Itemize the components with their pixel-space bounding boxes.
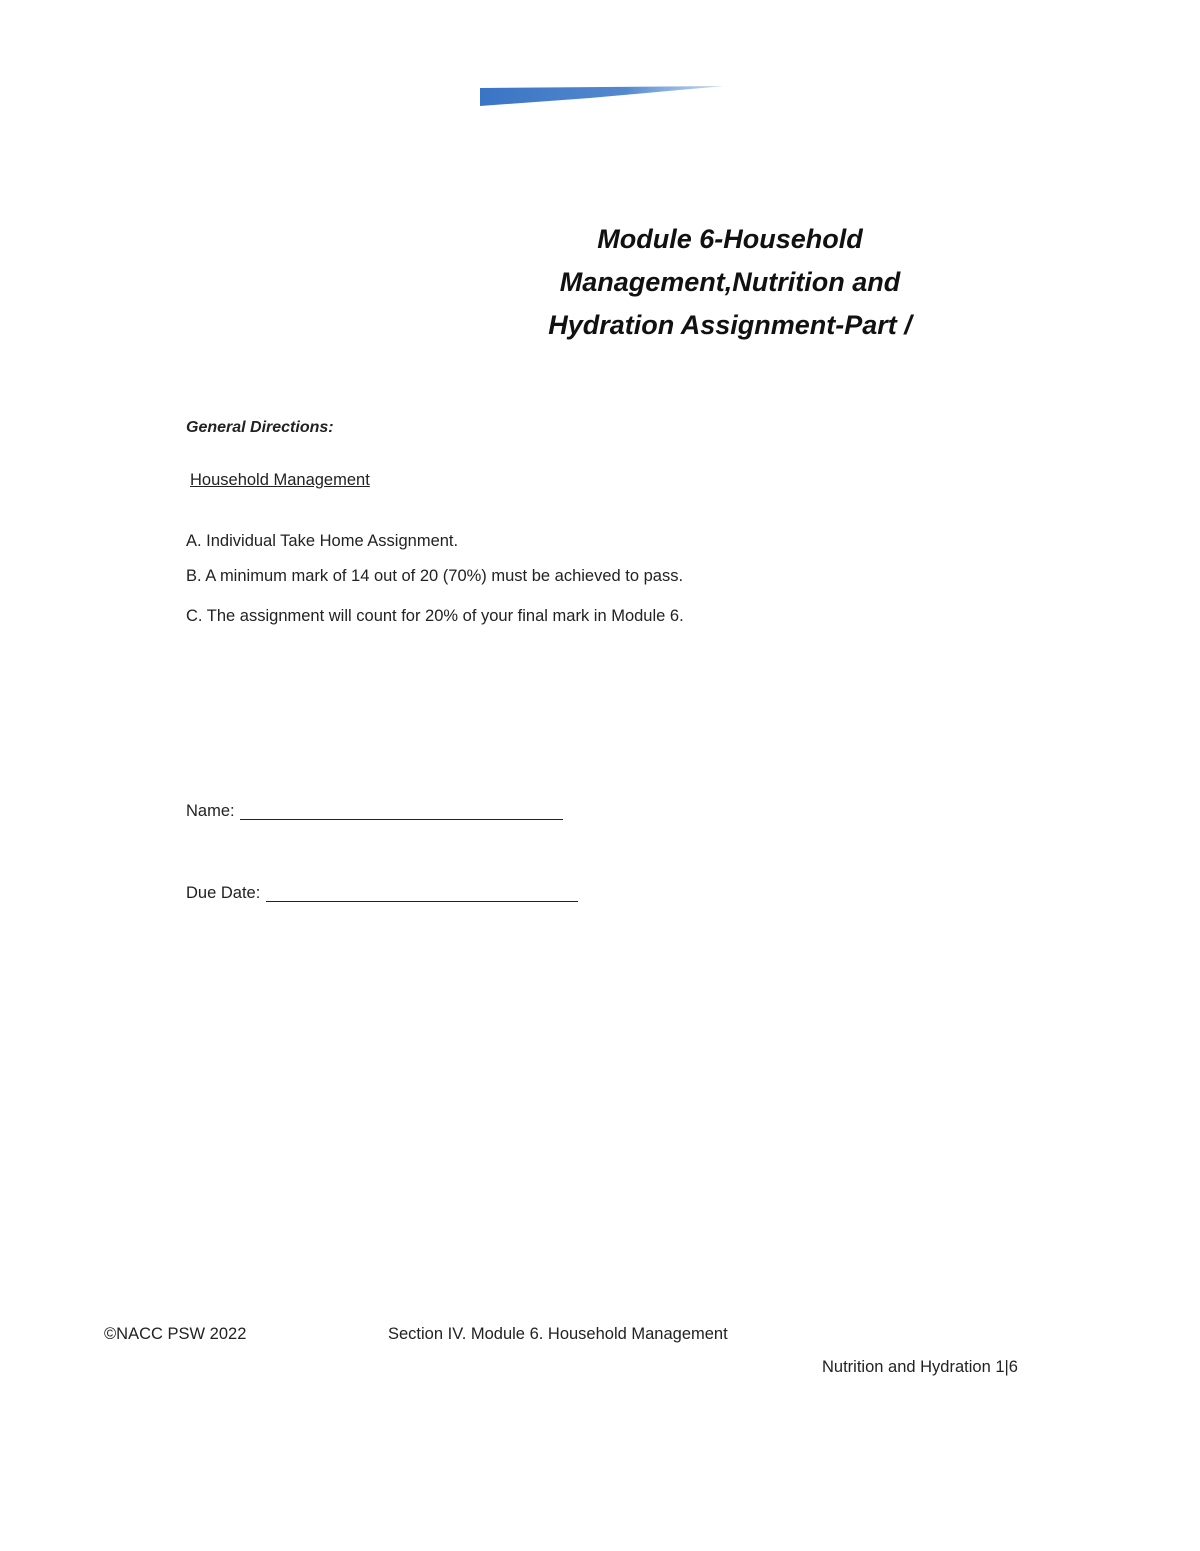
due-date-label: Due Date: bbox=[186, 884, 261, 902]
header-banner-graphic bbox=[480, 86, 724, 106]
direction-item-b: B. A minimum mark of 14 out of 20 (70%) must be achieved to pass. bbox=[186, 567, 684, 585]
name-label: Name: bbox=[186, 802, 235, 820]
title-line-1: Module 6-Household bbox=[597, 224, 863, 254]
title-line-2: Management,Nutrition and bbox=[559, 267, 901, 297]
document-title bbox=[520, 218, 940, 347]
direction-item-a: A. Individual Take Home Assignment. bbox=[186, 532, 459, 550]
direction-item-c: C. The assignment will count for 20% of your final mark in Module 6. bbox=[186, 607, 684, 625]
footer-copyright: ©NACC PSW 2022 bbox=[104, 1325, 247, 1343]
general-directions-label: General Directions: bbox=[186, 419, 334, 436]
footer-section: Section IV. Module 6. Household Management bbox=[388, 1325, 728, 1343]
due-date-blank-line[interactable] bbox=[266, 901, 578, 902]
household-management-heading: Household Management bbox=[190, 471, 370, 489]
title-line-3: Hydration Assignment-Part / bbox=[548, 310, 912, 340]
name-blank-line[interactable] bbox=[240, 819, 563, 820]
footer-page-label: Nutrition and Hydration 1|6 bbox=[822, 1358, 1018, 1376]
